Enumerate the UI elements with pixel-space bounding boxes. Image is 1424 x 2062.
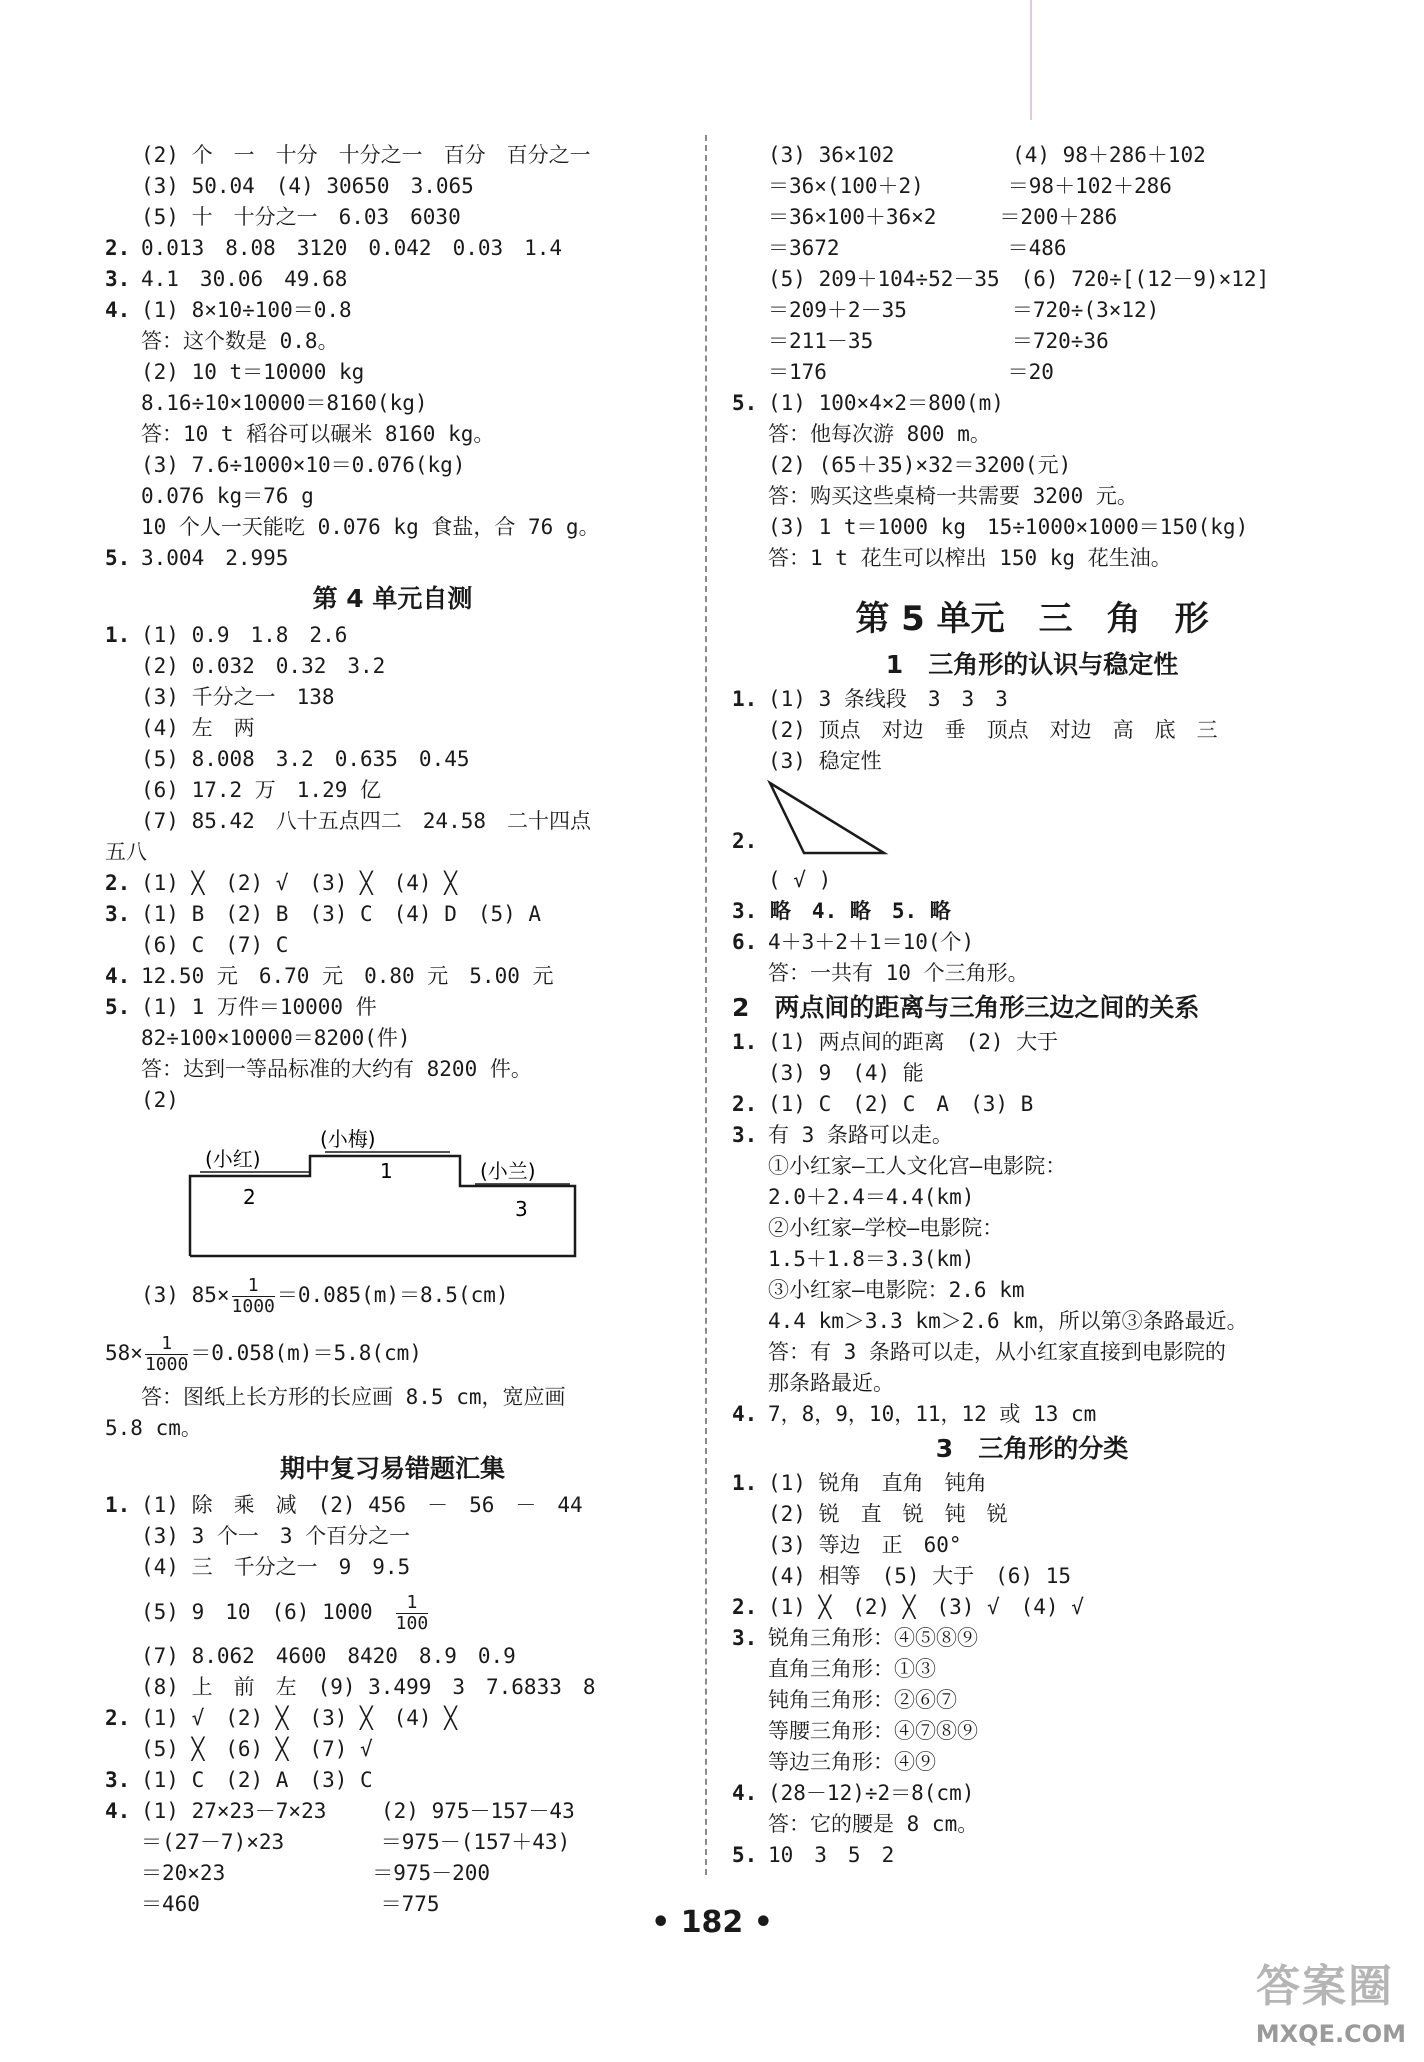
answer-item [732, 1778, 1332, 1809]
answer-text: ＝0.058(m)＝5.8(cm) [190, 1341, 422, 1365]
answer-item [732, 927, 1332, 958]
answer-line: 钝角三角形：②⑥⑦ [768, 1688, 957, 1712]
answer-line: (3) 等边 正 60° [768, 1533, 962, 1557]
answer-line: 10 个人一天能吃 0.076 kg 食盐，合 76 g。 [141, 515, 600, 539]
answer-text: 12.50 元 6.70 元 0.80 元 5.00 元 [141, 964, 554, 988]
answer-item [732, 1120, 1332, 1151]
answer-line: (3) 3 个一 3 个百分之一 [141, 1524, 411, 1548]
answer-text: (1) 0.9 1.8 2.6 [141, 623, 348, 647]
answer-line: (4) 相等 (5) 大于 (6) 15 [768, 1564, 1072, 1588]
item-number: 2. [105, 871, 131, 895]
answer-line: ＝460 ＝775 [141, 1892, 440, 1916]
answer-item [105, 1583, 680, 1641]
answer-line: 1.5＋1.8＝3.3(km) [768, 1247, 975, 1271]
label-xiaomei: (小梅) [320, 1127, 376, 1151]
fraction [232, 1276, 275, 1317]
answer-text: 有 3 条路可以走。 [768, 1123, 953, 1147]
answer-line: (6) 17.2 万 1.29 亿 [141, 778, 382, 802]
item-number: 3. [105, 902, 131, 926]
answer-text: (1) 1 万件＝10000 件 [141, 995, 377, 1019]
answer-item [732, 1623, 1332, 1654]
height-diagram-svg [105, 1116, 665, 1266]
answer-line: 答：一共有 10 个三角形。 [768, 961, 1029, 985]
answer-text: 10 3 5 2 [768, 1843, 895, 1867]
answer-line: 答：达到一等品标准的大约有 8200 件。 [141, 1057, 532, 1081]
item-number: 4. [105, 298, 131, 322]
answer-item [105, 1490, 680, 1521]
answer-line: (5) 十 十分之一 6.03 6030 [141, 205, 461, 229]
section-subtitle: 3 三角形的分类 [935, 1434, 1129, 1463]
item-number: 1. [105, 623, 131, 647]
answer-line: ＝20×23 ＝975－200 [141, 1861, 491, 1885]
answer-text: 3.004 2.995 [141, 546, 289, 570]
answer-item [105, 620, 680, 651]
answer-line: (3) 7.6÷1000×10＝0.076(kg) [141, 453, 466, 477]
answer-text: (1) 除 乘 减 (2) 456 － 56 － 44 [141, 1493, 583, 1517]
item-number: 4. [732, 1402, 758, 1426]
answer-item [732, 1399, 1332, 1430]
answer-line: (3) 千分之一 138 [141, 685, 335, 709]
answer-line: (2) 锐 直 锐 钝 锐 [768, 1502, 1008, 1526]
answer-line: (3) 50.04 (4) 30650 3.065 [141, 174, 474, 198]
right-column [732, 140, 1332, 1871]
watermark-logo: 答案圈 [1256, 1961, 1394, 2012]
answer-item [105, 295, 680, 326]
page-number-value: 182 [680, 1905, 744, 1940]
answer-line: (7) 85.42 八十五点四二 24.58 二十四点 [141, 809, 592, 833]
watermark-url: MXQE.COM [1255, 2020, 1406, 2048]
answer-line: 答：1 t 花生可以榨出 150 kg 花生油。 [768, 546, 1172, 570]
item-number: 3. [105, 267, 131, 291]
answer-text: (1) C (2) C A (3) B [768, 1092, 1034, 1116]
answer-line: (4) 三 千分之一 9 9.5 [141, 1555, 411, 1579]
triangle-shape [770, 783, 884, 853]
triangle-figure [732, 777, 1332, 865]
denominator: 1000 [144, 1353, 189, 1375]
answer-line: ＝209＋2－35 ＝720÷(3×12) [768, 298, 1160, 322]
triangle-svg [764, 777, 904, 865]
answer-line: 5.8 cm。 [105, 1416, 202, 1440]
answer-item [732, 388, 1332, 419]
column-divider [705, 135, 707, 1875]
scan-artifact-line [1030, 0, 1032, 120]
item-number: 3. [105, 1768, 131, 1792]
item-number: 2. [732, 1595, 758, 1619]
page-number: • 182 • [651, 1905, 773, 1940]
item-number: 5. [732, 391, 758, 415]
answer-line: (5) ╳ (6) ╳ (7) √ [141, 1737, 373, 1761]
answer-line: 2.0＋2.4＝4.4(km) [768, 1185, 975, 1209]
answer-item [105, 992, 680, 1023]
answer-line: 3. 略 4. 略 5. 略 [732, 899, 951, 923]
answer-line: 答：这个数是 0.8。 [141, 329, 339, 353]
answer-line: 等腰三角形：④⑦⑧⑨ [768, 1719, 978, 1743]
answer-text: 锐角三角形：④⑤⑧⑨ [768, 1626, 978, 1650]
answer-item [105, 868, 680, 899]
answer-line: (2) 顶点 对边 垂 顶点 对边 高 底 三 [768, 718, 1218, 742]
section-heading: 期中复习易错题汇集 [279, 1454, 505, 1483]
fraction [145, 1334, 188, 1375]
item-number: 5. [105, 546, 131, 570]
answer-text: 7，8，9，10，11，12 或 13 cm [768, 1402, 1097, 1426]
answer-line: 8.16÷10×10000＝8160(kg) [141, 391, 428, 415]
answer-item [732, 1027, 1332, 1058]
answer-item [105, 543, 680, 574]
answer-item [732, 1468, 1332, 1499]
answer-text: 58× [105, 1341, 143, 1365]
numerator: 1 [232, 1276, 275, 1297]
answer-line: ＝36×(100＋2) ＝98＋102＋286 [768, 174, 1172, 198]
answer-item [105, 264, 680, 295]
answer-text: (1) ╳ (2) √ (3) ╳ (4) ╳ [141, 871, 457, 895]
answer-line: (3) 1 t＝1000 kg 15÷1000×1000＝150(kg) [768, 515, 1249, 539]
answer-text: (1) 锐角 直角 钝角 [768, 1471, 987, 1495]
section-subtitle: 1 三角形的认识与稳定性 [885, 650, 1179, 679]
answer-line: 0.076 kg＝76 g [141, 484, 314, 508]
answer-text: (1) 100×4×2＝800(m) [768, 391, 1004, 415]
answer-line: 答：10 t 稻谷可以碾米 8160 kg。 [141, 422, 495, 446]
answer-line: (2) [141, 1088, 179, 1112]
answer-line: ＝36×100＋36×2 ＝200＋286 [768, 205, 1118, 229]
answer-item [105, 1266, 680, 1324]
answer-text: (1) C (2) A (3) C [141, 1768, 373, 1792]
denominator: 100 [395, 1612, 429, 1634]
item-number: 1. [732, 1471, 758, 1495]
numerator: 1 [396, 1593, 429, 1614]
answer-line: 答：有 3 条路可以走，从小红家直接到电影院的 [768, 1340, 1226, 1364]
answer-text: (1) B (2) B (3) C (4) D (5) A [141, 902, 542, 926]
answer-line: 答：图纸上长方形的长应画 8.5 cm，宽应画 [141, 1385, 566, 1409]
label-xiaolan: (小兰) [480, 1159, 536, 1183]
denominator: 1000 [231, 1295, 275, 1317]
answer-text: (5) 9 10 (6) 1000 [141, 1600, 394, 1624]
item-number: 1. [105, 1493, 131, 1517]
item-number: 4. [105, 1799, 131, 1823]
answer-line: ②小红家—学校—电影院： [768, 1216, 1004, 1240]
answer-line: 答：它的腰是 8 cm。 [768, 1812, 979, 1836]
answer-line: (7) 8.062 4600 8420 8.9 0.9 [141, 1644, 516, 1668]
item-number: 2. [732, 1092, 758, 1116]
left-column [105, 140, 680, 1920]
answer-line: (2) (65＋35)×32＝3200(元) [768, 453, 1072, 477]
answer-item [732, 684, 1332, 715]
answer-line: (2) 0.032 0.32 3.2 [141, 654, 386, 678]
answer-item [105, 961, 680, 992]
answer-line: ＝211－35 ＝720÷36 [768, 329, 1109, 353]
answer-line: ＝(27－7)×23 ＝975－(157＋43) [141, 1830, 571, 1854]
answer-item [105, 1765, 680, 1796]
answer-text: 4＋3＋2＋1＝10(个) [768, 930, 975, 954]
item-number: 5. [732, 1843, 758, 1867]
answer-line: 4.4 km＞3.3 km＞2.6 km，所以第③条路最近。 [768, 1309, 1248, 1333]
region-label-2: 2 [243, 1185, 256, 1209]
section-heading: 第 4 单元自测 [312, 584, 473, 613]
answer-line: ＝176 ＝20 [768, 360, 1054, 384]
item-number: 3. [732, 1626, 758, 1650]
answer-item [105, 1796, 680, 1827]
answer-line: (3) 9 (4) 能 [768, 1061, 924, 1085]
answer-item [732, 1840, 1332, 1871]
answer-item [105, 899, 680, 930]
answer-line: (8) 上 前 左 (9) 3.499 3 7.6833 8 [141, 1675, 596, 1699]
item-number: 2. [105, 1706, 131, 1730]
answer-line: (2) 10 t＝10000 kg [141, 360, 365, 384]
answer-line: 答：购买这些桌椅一共需要 3200 元。 [768, 484, 1138, 508]
answer-line: (5) 8.008 3.2 0.635 0.45 [141, 747, 470, 771]
answer-line: 那条路最近。 [768, 1371, 894, 1395]
fraction [396, 1593, 429, 1634]
answer-item [732, 1592, 1332, 1623]
item-number: 2. [105, 236, 131, 260]
answer-text: ＝0.085(m)＝8.5(cm) [276, 1283, 509, 1307]
answer-item [732, 1089, 1332, 1120]
height-diagram [105, 1116, 680, 1266]
label-xiaohong: (小红) [205, 1147, 261, 1171]
answer-line: (5) 209＋104÷52－35 (6) 720÷[(12－9)×12] [768, 267, 1270, 291]
section-subtitle: 2 两点间的距离与三角形三边之间的关系 [732, 993, 1200, 1022]
item-number: 3. [732, 1123, 758, 1147]
answer-text: (1) 3 条线段 3 3 3 [768, 687, 1008, 711]
item-number: 1. [732, 687, 758, 711]
answer-text: (1) √ (2) ╳ (3) ╳ (4) ╳ [141, 1706, 457, 1730]
answer-item [105, 233, 680, 264]
item-number: 5. [105, 995, 131, 1019]
item-number: 4. [732, 1781, 758, 1805]
answer-text: (1) 8×10÷100＝0.8 [141, 298, 352, 322]
item-number: 6. [732, 930, 758, 954]
answer-text: 0.013 8.08 3120 0.042 0.03 1.4 [141, 236, 563, 260]
answer-line: 82÷100×10000＝8200(件) [141, 1026, 411, 1050]
answer-line: 五八 [105, 840, 147, 864]
answer-text: (1) ╳ (2) ╳ (3) √ (4) √ [768, 1595, 1084, 1619]
answer-line: ③小红家—电影院：2.6 km [768, 1278, 1025, 1302]
answer-text: (1) 两点间的距离 (2) 大于 [768, 1030, 1059, 1054]
answer-text: (3) 85× [141, 1283, 230, 1307]
answer-line: 等边三角形：④⑨ [768, 1750, 936, 1774]
answer-line: (3) 稳定性 [768, 749, 882, 773]
answer-text: 4.1 30.06 49.68 [141, 267, 348, 291]
answer-line: (6) C (7) C [141, 933, 289, 957]
answer-line: ①小红家—工人文化宫—电影院： [768, 1154, 1067, 1178]
answer-text: (1) 27×23－7×23 (2) 975－157－43 [141, 1799, 575, 1823]
answer-line: 直角三角形：①③ [768, 1657, 936, 1681]
answer-line: (4) 左 两 [141, 716, 255, 740]
answer-line: (2) 个 一 十分 十分之一 百分 百分之一 [141, 143, 591, 167]
numerator: 1 [145, 1334, 188, 1355]
answer-text: (28－12)÷2＝8(cm) [768, 1781, 975, 1805]
unit-title: 第 5 单元 三 角 形 [855, 599, 1209, 639]
answer-line: ＝3672 ＝486 [768, 236, 1067, 260]
item-number: 1. [732, 1030, 758, 1054]
answer-line: (3) 36×102 (4) 98＋286＋102 [768, 143, 1206, 167]
answer-item [105, 1703, 680, 1734]
item-number: 4. [105, 964, 131, 988]
region-label-3: 3 [515, 1197, 528, 1221]
item-number: 2. [732, 829, 758, 853]
answer-line: ( √ ) [768, 868, 832, 892]
answer-item [105, 1324, 680, 1382]
answer-line: 答：他每次游 800 m。 [768, 422, 991, 446]
region-label-1: 1 [380, 1159, 393, 1183]
